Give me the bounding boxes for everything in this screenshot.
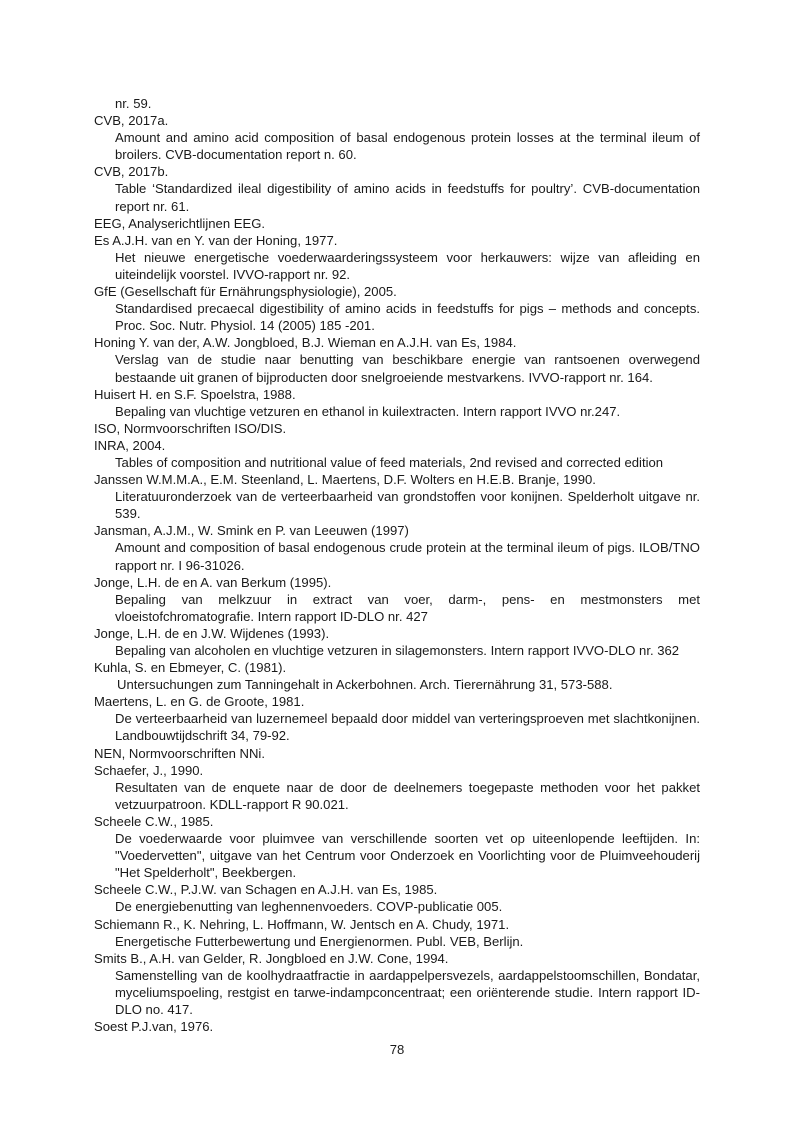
reference-author-year: Scheele C.W., 1985. [94, 813, 214, 829]
reference-author-year: CVB, 2017a. [94, 113, 169, 129]
reference-entry [94, 471, 700, 522]
reference-author-year: ISO, Normvoorschriften ISO/DIS. [94, 420, 287, 436]
reference-detail: Table ‘Standardized ileal digestibility of amino acids in feedstuffs for poultry’. CVB-documentation report nr. 61. [115, 181, 700, 214]
reference-author-year: Jonge, L.H. de en A. van Berkum (1995). [94, 574, 332, 590]
reference-detail: nr. 59. [115, 96, 152, 111]
reference-entry [94, 950, 700, 1018]
reference-author-year: Schaefer, J., 1990. [94, 762, 204, 778]
reference-author-year: Honing Y. van der, A.W. Jongbloed, B.J. Wieman en A.J.H. van Es, 1984. [94, 335, 517, 351]
reference-detail: Samenstelling van de koolhydraatfractie in aardappelpersvezels, aardappelstoomschillen, Bondatar, myceliumspoeling, restgist en tarwe-indampconcentraat; een oriënterende studie. Intern rapport ID-DLO no. 417. [115, 967, 700, 1017]
reference-list [94, 95, 700, 1035]
reference-entry [94, 112, 700, 163]
reference-author-year: Jansman, A.J.M., W. Smink en P. van Leeuwen (1997) [94, 523, 409, 539]
reference-author-year: GfE (Gesellschaft für Ernährungsphysiologie), 2005. [94, 284, 397, 300]
reference-entry [94, 574, 700, 625]
reference-entry [94, 163, 700, 214]
reference-detail: Bepaling van melkzuur in extract van voer, darm-, pens- en mestmonsters met vloeistofchromatografie. Intern rapport ID-DLO nr. 427 [115, 591, 700, 624]
reference-entry [94, 1018, 700, 1035]
reference-detail: Tables of composition and nutritional value of feed materials, 2nd revised and corrected edition [115, 454, 664, 470]
reference-detail: De voederwaarde voor pluimvee van verschillende soorten vet op uiteenlopende leeftijden. In: "Voedervetten", uitgave van het Centrum voor Onderzoek en Voorlichting voor de Pluimveehouderij "Het Spelderholt", Beekbergen. [115, 831, 700, 881]
reference-author-year: EEG, Analyserichtlijnen EEG. [94, 215, 266, 231]
reference-entry [94, 522, 700, 573]
reference-author-year: Scheele C.W., P.J.W. van Schagen en A.J.H. van Es, 1985. [94, 882, 438, 898]
reference-author-year: NEN, Normvoorschriften NNi. [94, 745, 265, 761]
reference-entry [94, 813, 700, 881]
reference-detail: Literatuuronderzoek van de verteerbaarheid van grondstoffen voor konijnen. Spelderholt uitgave nr. 539. [115, 489, 700, 522]
reference-entry [94, 283, 700, 334]
reference-author-year: Huisert H. en S.F. Spoelstra, 1988. [94, 386, 296, 402]
reference-entry [94, 693, 700, 744]
reference-detail: Amount and amino acid composition of basal endogenous protein losses at the terminal ileum of broilers. CVB-documentation report n. 60. [115, 130, 700, 163]
reference-detail: Bepaling van vluchtige vetzuren en ethanol in kuilextracten. Intern rapport IVVO nr.247. [115, 403, 621, 419]
reference-detail: Resultaten van de enquete naar de door de deelnemers toegepaste methoden voor het pakket vetzuurpatroon. KDLL-rapport R 90.021. [115, 779, 700, 812]
reference-entry [94, 334, 700, 385]
reference-detail: Standardised precaecal digestibility of amino acids in feedstuffs for pigs – methods and concepts. Proc. Soc. Nutr. Physiol. 14 (2005) 185 -201. [115, 301, 700, 334]
reference-detail: Energetische Futterbewertung und Energienormen. Publ. VEB, Berlijn. [115, 933, 524, 949]
reference-author-year: INRA, 2004. [94, 437, 166, 453]
reference-author-year: Kuhla, S. en Ebmeyer, C. (1981). [94, 660, 287, 676]
reference-detail: Untersuchungen zum Tanningehalt in Ackerbohnen. Arch. Tierernährung 31, 573-588. [117, 677, 613, 693]
reference-entry [94, 386, 700, 420]
reference-entry [94, 232, 700, 283]
reference-entry [94, 95, 700, 112]
reference-detail: Verslag van de studie naar benutting van beschikbare energie van rantsoenen overwegend bestaande uit granen of bijproducten door snelgroeiende mestvarkens. IVVO-rapport nr. 164. [115, 352, 700, 385]
reference-author-year: Janssen W.M.M.A., E.M. Steenland, L. Maertens, D.F. Wolters en H.E.B. Branje, 1990. [94, 472, 596, 488]
reference-entry [94, 881, 700, 915]
reference-entry [94, 437, 700, 471]
reference-detail: De energiebenutting van leghennenvoeders. COVP-publicatie 005. [115, 899, 503, 915]
page-number: 78 [389, 1042, 405, 1057]
reference-detail: Bepaling van alcoholen en vluchtige vetzuren in silagemonsters. Intern rapport IVVO-DLO nr. 362 [115, 643, 680, 658]
reference-detail: De verteerbaarheid van luzernemeel bepaald door middel van verteringsproeven met slachtkonijnen. Landbouwtijdschrift 34, 79-92. [115, 711, 700, 744]
reference-author-year: Es A.J.H. van en Y. van der Honing, 1977. [94, 232, 338, 248]
reference-entry [94, 916, 700, 950]
reference-author-year: Schiemann R., K. Nehring, L. Hoffmann, W. Jentsch en A. Chudy, 1971. [94, 916, 510, 932]
reference-entry [94, 625, 700, 659]
reference-entry [94, 420, 700, 437]
reference-entry [94, 762, 700, 813]
reference-detail: Amount and composition of basal endogenous crude protein at the terminal ileum of pigs. ILOB/TNO rapport nr. I 96-31026. [115, 540, 700, 573]
reference-author-year: Smits B., A.H. van Gelder, R. Jongbloed en J.W. Cone, 1994. [94, 950, 449, 966]
reference-author-year: Soest P.J.van, 1976. [94, 1019, 214, 1035]
reference-author-year: CVB, 2017b. [94, 164, 169, 180]
reference-detail: Het nieuwe energetische voederwaarderingssysteem voor herkauwers: wijze van afleiding en uiteindelijk voorstel. IVVO-rapport nr. 92. [115, 249, 700, 282]
reference-entry [94, 745, 700, 762]
reference-entry [94, 659, 700, 693]
reference-author-year: Maertens, L. en G. de Groote, 1981. [94, 694, 305, 710]
reference-author-year: Jonge, L.H. de en J.W. Wijdenes (1993). [94, 625, 330, 641]
reference-entry [94, 215, 700, 232]
